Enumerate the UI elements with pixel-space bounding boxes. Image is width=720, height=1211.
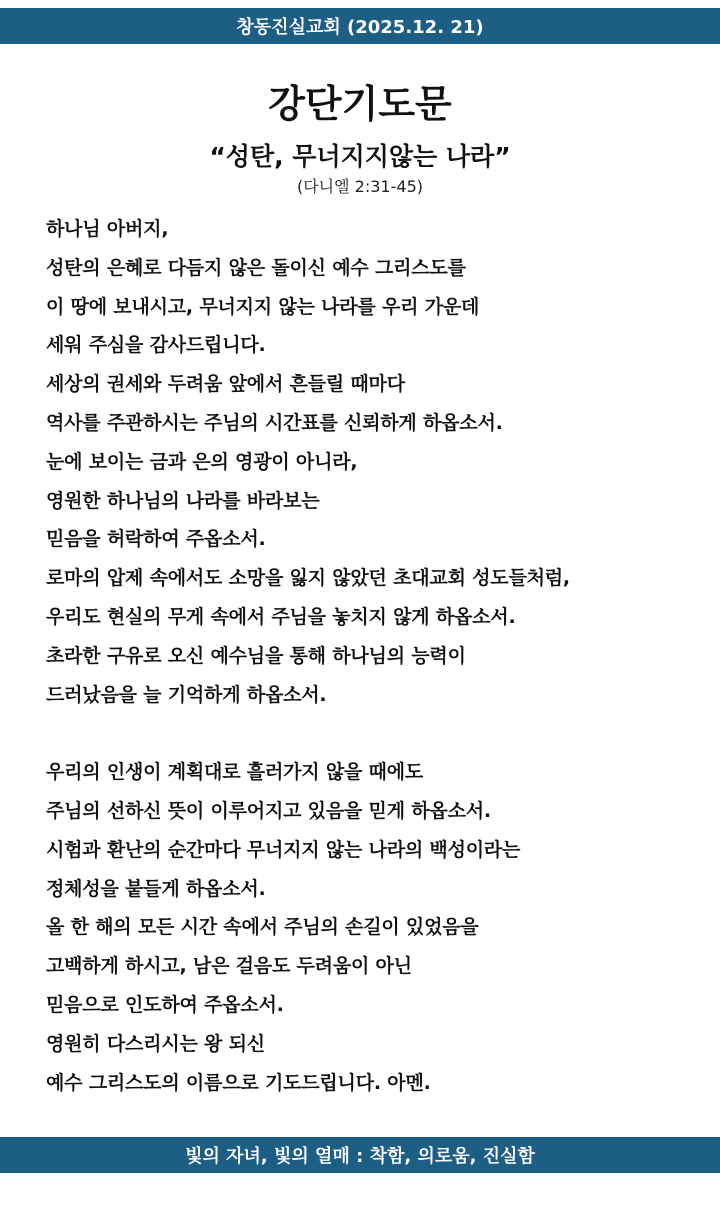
prayer-line: 세워 주심을 감사드립니다.	[46, 334, 266, 357]
church-name-date: 창동진실교회 (2025.12. 21)	[236, 17, 484, 38]
prayer-text	[46, 210, 706, 1102]
prayer-line: 주님의 선하신 뜻이 이루어지고 있음을 믿게 하옵소서.	[46, 799, 491, 822]
prayer-line: 시험과 환난의 순간마다 무너지지 않는 나라의 백성이라는	[46, 838, 521, 861]
prayer-line: 세상의 권세와 두려움 앞에서 흔들릴 때마다	[46, 373, 405, 396]
prayer-line: 정체성을 붙들게 하옵소서.	[46, 877, 266, 900]
header-bar	[0, 8, 720, 44]
prayer-line: 올 한 해의 모든 시간 속에서 주님의 손길이 있었음을	[46, 916, 479, 939]
scripture-reference: (다니엘 2:31-45)	[296, 177, 423, 196]
prayer-line: 영원한 하나님의 나라를 바라보는	[46, 489, 320, 512]
sermon-title: “성탄, 무너지지않는 나라”	[209, 142, 511, 171]
footer-bar	[0, 1137, 720, 1173]
prayer-line: 로마의 압제 속에서도 소망을 잃지 않았던 초대교회 성도들처럼,	[46, 567, 570, 590]
footer-motto: 빛의 자녀, 빛의 열매 : 착함, 의로움, 진실함	[185, 1146, 535, 1167]
prayer-line: 우리의 인생이 계획대로 흘러가지 않을 때에도	[46, 761, 424, 784]
prayer-line: 초라한 구유로 오신 예수님을 통해 하나님의 능력이	[46, 644, 466, 667]
prayer-line: 눈에 보이는 금과 은의 영광이 아니라,	[46, 450, 358, 473]
prayer-line: 고백하게 하시고, 남은 걸음도 두려움이 아닌	[46, 955, 412, 978]
prayer-line: 믿음으로 인도하여 주옵소서.	[46, 993, 284, 1016]
prayer-line: 역사를 주관하시는 주님의 시간표를 신뢰하게 하옵소서.	[46, 411, 503, 434]
prayer-line: 드러났음을 늘 기억하게 하옵소서.	[46, 683, 327, 706]
prayer-line: 우리도 현실의 무게 속에서 주님을 놓치지 않게 하옵소서.	[46, 605, 516, 628]
prayer-line: 영원히 다스리시는 왕 되신	[46, 1032, 265, 1055]
page-title: 강단기도문	[268, 82, 452, 126]
prayer-line: 예수 그리스도의 이름으로 기도드립니다. 아멘.	[46, 1071, 431, 1094]
prayer-line: 하나님 아버지,	[46, 218, 169, 240]
blank-line	[46, 714, 706, 753]
prayer-line: 믿음을 허락하여 주옵소서.	[46, 528, 266, 551]
prayer-line: 이 땅에 보내시고, 무너지지 않는 나라를 우리 가운데	[46, 295, 480, 318]
prayer-line: 성탄의 은혜로 다듬지 않은 돌이신 예수 그리스도를	[46, 256, 466, 279]
